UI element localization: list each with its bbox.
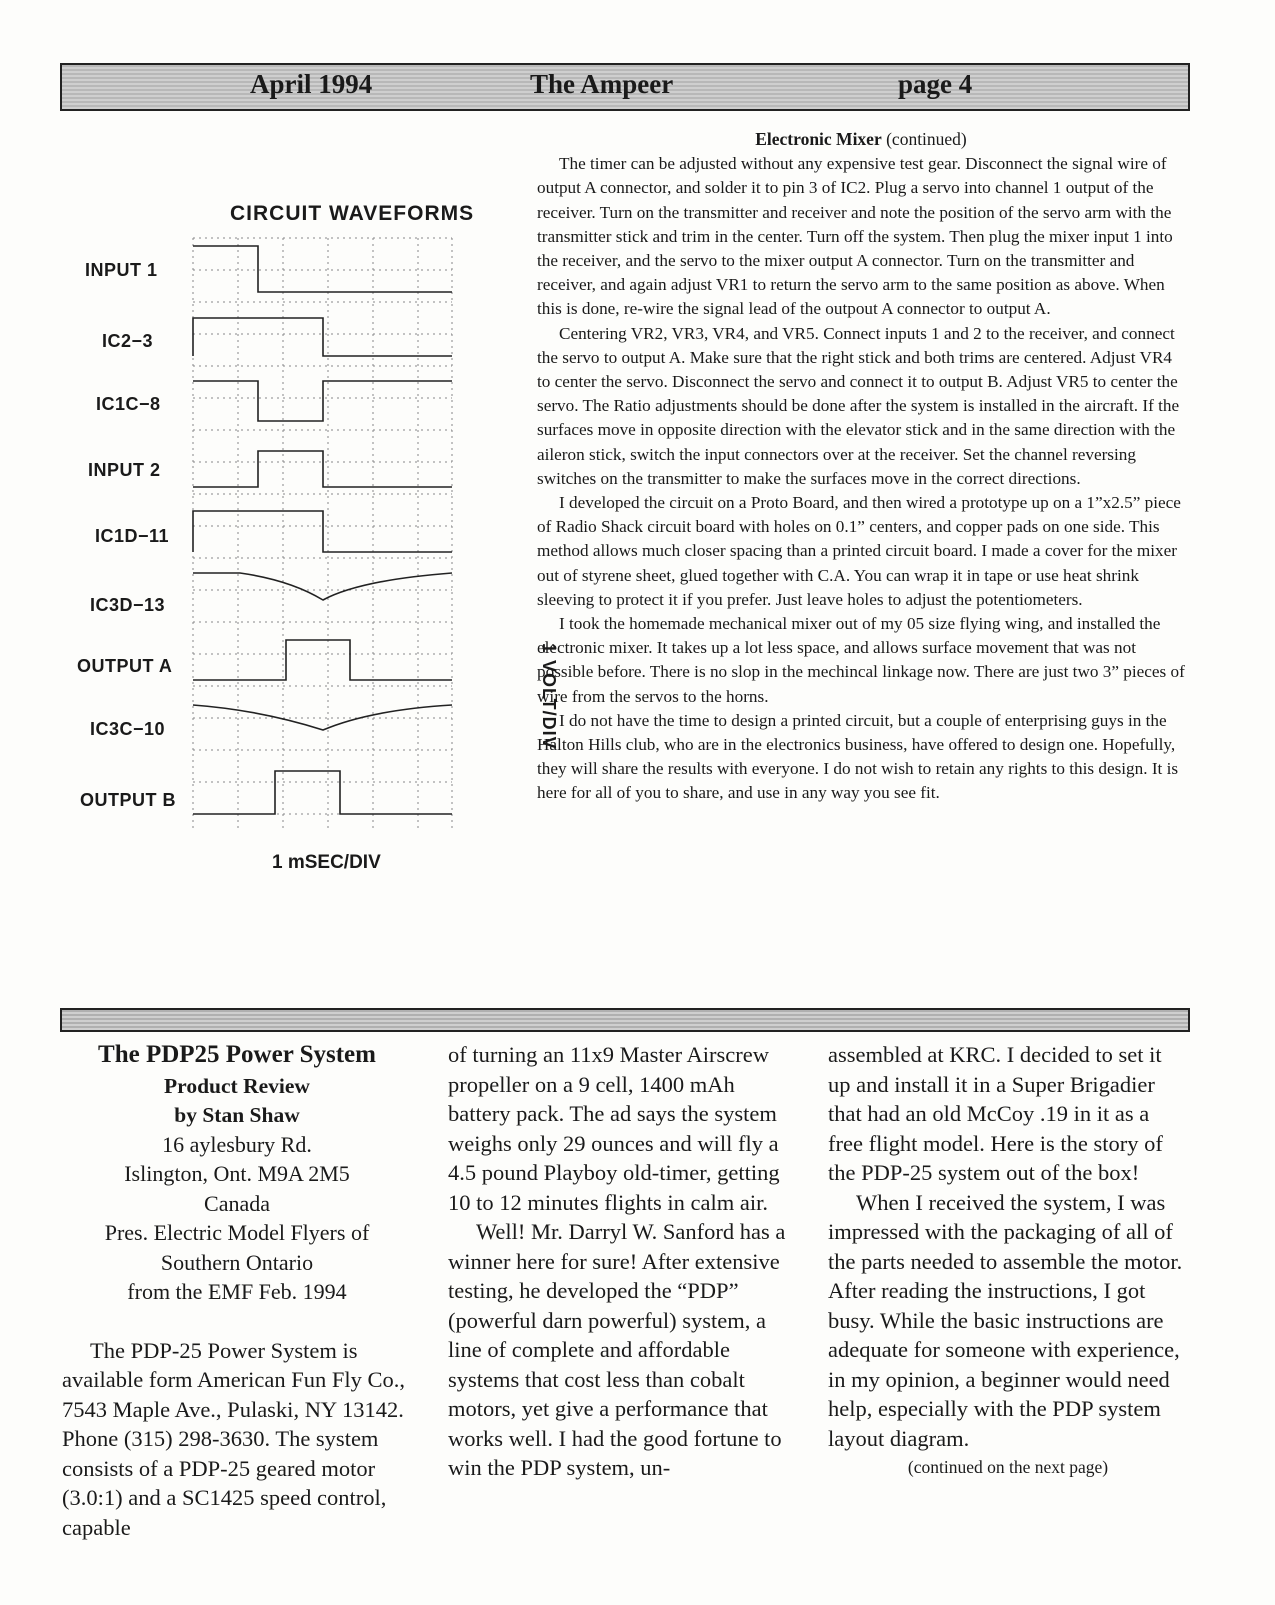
page-number: page 4 — [898, 69, 973, 99]
mixer-paragraph: I do not have the time to design a printed circuit, but a couple of enterprising guys in the Halton Hills club, who are in the electronics business, have offered to design one. Hopefully, they will share the results with everyone. I do not wish to retain any rights to this design. It is here for all of you to share, and use in any way you see fit. — [537, 710, 1179, 803]
address-line: Canada — [204, 1190, 270, 1216]
continued-note: (continued on the next page) — [907, 1457, 1109, 1477]
signal-label-ic3d-13: IC3D−13 — [90, 595, 166, 615]
mixer-paragraph: I took the homemade mechanical mixer out of my 05 size flying wing, and installed the electronic mixer. It takes up a lot less space, and allows surface movement that was not possible before. There is no slop in the mechincal linkage now. There are just two 3” pieces of wire from the servos to the horns. — [537, 614, 1185, 706]
trace-ic3c-10 — [193, 705, 452, 730]
y-axis-label: 1 VOLT/DIV — [539, 643, 559, 750]
article-paragraph: The PDP-25 Power System is available form American Fun Fly Co., 7543 Maple Ave., Pulaski, NY 13142. Phone (315) 298-3630. The system consists of a PDP-25 geared motor (3.0:1) and a SC1425 speed control, capable — [62, 1337, 406, 1540]
article-subtitle: Product Review — [164, 1073, 310, 1098]
address-line: Southern Ontario — [160, 1249, 314, 1275]
signal-label-ic1c-8: IC1C−8 — [96, 394, 161, 414]
signal-label-ic1d-11: IC1D−11 — [95, 526, 170, 546]
article-column-2 — [448, 1040, 798, 1483]
mixer-heading — [537, 127, 1185, 151]
waveform-traces — [193, 246, 452, 814]
article-paragraph: When I received the system, I was impressed with the packaging of all of the parts needed to assemble the motor. After reading the instructions, I got busy. While the basic instructions are adequate for someone with experience, in my opinion, a beginner would need help, especially with the PDP system layout diagram. — [828, 1189, 1183, 1451]
trace-input-1 — [193, 246, 452, 292]
article-column-3 — [828, 1040, 1188, 1479]
mixer-paragraph: I developed the circuit on a Proto Board, and then wired a prototype up on a 1”x2.5” piece of Radio Shack circuit board with holes on 0.1” centers, and copper pads on one side. This method allows much closer spacing than a printed circuit board. I made a cover for the mixer out of styrene sheet, glued together with C.A. You can wrap it in tape or use heat shrink sleeving to protect it if you prefer. Just leave holes to adjust the potentiometers. — [537, 493, 1181, 609]
signal-label-input-2: INPUT 2 — [88, 460, 161, 480]
circuit-waveforms-figure — [60, 190, 559, 890]
address-line: Islington, Ont. M9A 2M5 — [124, 1161, 350, 1186]
article-title: The PDP25 Power System — [98, 1041, 376, 1068]
signal-label-input-1: INPUT 1 — [85, 260, 158, 280]
signal-label-output-a: OUTPUT A — [77, 656, 173, 676]
x-axis-label: 1 mSEC/DIV — [272, 852, 381, 873]
electronic-mixer-article — [537, 127, 1185, 806]
figure-title: CIRCUIT WAVEFORMS — [230, 202, 475, 225]
mixer-heading-bold: Electronic Mixer — [755, 129, 882, 149]
section-divider — [60, 1008, 1190, 1032]
article-column-1 — [62, 1040, 412, 1542]
trace-ic2-3 — [193, 318, 452, 356]
trace-input-2 — [193, 451, 452, 487]
page-header — [60, 63, 1190, 111]
address-line: Pres. Electric Model Flyers of — [104, 1220, 370, 1245]
address-line: 16 aylesbury Rd. — [162, 1131, 312, 1157]
trace-ic1c-8 — [193, 381, 452, 421]
trace-ic3d-13 — [193, 573, 452, 600]
mixer-paragraph: The timer can be adjusted without any expensive test gear. Disconnect the signal wire of output A connector, and solder it to pin 3 of IC2. Plug a servo into channel 1 output of the receiver. Turn on the transmitter and receiver and note the position of the servo arm with the transmitter stick and trim in the center. Turn off the system. Then plug the mixer input 1 into the receiver, and the servo to the mixer output A connector. Turn on the transmitter and receiver, and again adjust VR1 to return the servo arm to the same position as above. When this is done, re-wire the signal lead of the outpout A connector to output A. — [537, 154, 1173, 319]
article-byline: by Stan Shaw — [174, 1102, 300, 1127]
article-paragraph: assembled at KRC. I decided to set it up and install it in a Super Brigadier that had an old McCoy .19 in it as a free flight model. Here is the story of the PDP-25 system out of the box! — [828, 1042, 1163, 1185]
article-paragraph: of turning an 11x9 Master Airscrew propeller on a 9 cell, 1400 mAh battery pack. The ad says the system weighs only 29 ounces and will fly a 4.5 pound Playboy old-timer, getting 10 to 12 minutes flights in calm air. — [448, 1042, 780, 1215]
trace-output-b — [193, 771, 452, 814]
address-line: from the EMF Feb. 1994 — [127, 1279, 347, 1304]
trace-output-a — [193, 640, 452, 680]
trace-ic1d-11 — [193, 511, 452, 552]
signal-label-ic2-3: IC2−3 — [102, 331, 154, 351]
issue-date: April 1994 — [250, 69, 373, 99]
signal-label-output-b: OUTPUT B — [80, 790, 176, 810]
mixer-heading-rest: (continued) — [881, 129, 967, 149]
article-paragraph: Well! Mr. Darryl W. Sanford has a winner here for sure! After extensive testing, he developed the “PDP” (powerful darn powerful) system, a line of complete and affordable systems that cost less than cobalt motors, yet give a performance that works well. I had the good fortune to win the PDP system, un- — [448, 1219, 786, 1480]
signal-label-ic3c-10: IC3C−10 — [90, 719, 166, 739]
mixer-paragraph: Centering VR2, VR3, VR4, and VR5. Connect inputs 1 and 2 to the receiver, and connect the servo to output A. Make sure that the right stick and both trims are centered. Adjust VR4 to center the servo. Disconnect the servo and connect it to output B. Adjust VR5 to center the servo. The Ratio adjustments should be done after the system is installed in the aircraft. If the surfaces move in opposite direction with the elevator stick and in the same direction with the aileron stick, switch the input connectors over at the receiver. Set the channel reversing switches on the transmitter to make the surfaces move in the correct directions. — [537, 323, 1180, 488]
newsletter-name: The Ampeer — [530, 69, 674, 99]
